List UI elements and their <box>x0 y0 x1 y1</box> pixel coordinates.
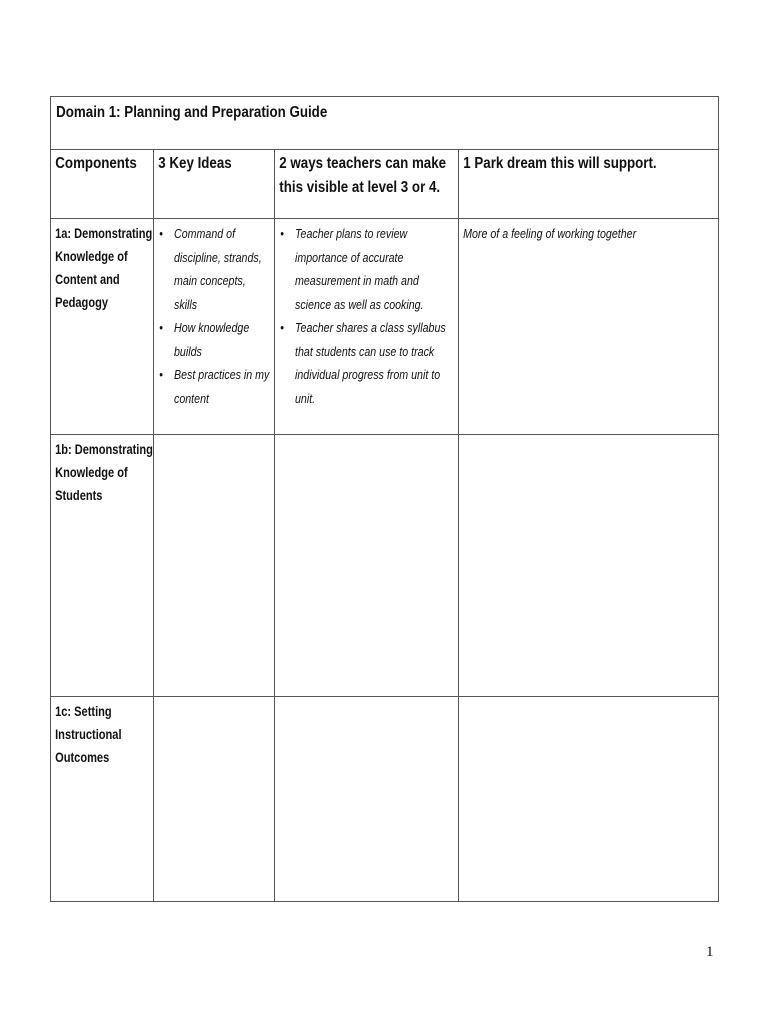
key-ideas-cell <box>154 219 275 435</box>
table-row <box>51 219 719 435</box>
planning-guide-table <box>50 96 719 902</box>
component-label: 1b: Demonstrating Knowledge of Students <box>55 442 153 503</box>
park-dream-cell <box>459 435 719 697</box>
park-dream-cell <box>459 219 719 435</box>
list-item: • Command of discipline, strands, main concepts, skills <box>174 222 270 316</box>
key-ideas-list <box>154 219 274 410</box>
park-dream-text: More of a feeling of working together <box>463 226 637 241</box>
header-cell-components <box>51 150 154 219</box>
park-dream-cell <box>459 697 719 902</box>
ways-cell <box>275 219 459 435</box>
list-item: • Teacher plans to review importance of accurate measurement in math and science as well as cooking. <box>295 222 453 316</box>
ways-cell <box>275 697 459 902</box>
header-components: Components <box>55 155 137 172</box>
page-number: 1 <box>706 944 714 960</box>
list-item: • How knowledge builds <box>174 316 270 363</box>
planning-guide-document <box>50 96 718 902</box>
header-cell-ways <box>275 150 459 219</box>
list-item: • Best practices in my content <box>174 363 270 410</box>
header-row <box>51 150 719 219</box>
table-row <box>51 435 719 697</box>
key-ideas-cell <box>154 697 275 902</box>
document-title: Domain 1: Planning and Preparation Guide <box>56 104 328 121</box>
title-cell <box>51 97 719 150</box>
component-cell <box>51 697 154 902</box>
component-cell <box>51 435 154 697</box>
key-ideas-cell <box>154 435 275 697</box>
component-cell <box>51 219 154 435</box>
header-cell-park-dream <box>459 150 719 219</box>
component-label: 1a: Demonstrating Knowledge of Content and Pedagogy <box>55 226 153 310</box>
header-ways: 2 ways teachers can make this visible at level 3 or 4. <box>279 155 447 196</box>
header-cell-key-ideas <box>154 150 275 219</box>
header-park-dream: 1 Park dream this will support. <box>463 155 657 172</box>
table-row <box>51 697 719 902</box>
ways-cell <box>275 435 459 697</box>
component-label: 1c: Setting Instructional Outcomes <box>55 704 122 765</box>
header-key-ideas: 3 Key Ideas <box>158 155 232 172</box>
list-item: • Teacher shares a class syllabus that students can use to track individual progress from unit to unit. <box>295 316 453 410</box>
title-row <box>51 97 719 150</box>
ways-list <box>275 219 458 410</box>
